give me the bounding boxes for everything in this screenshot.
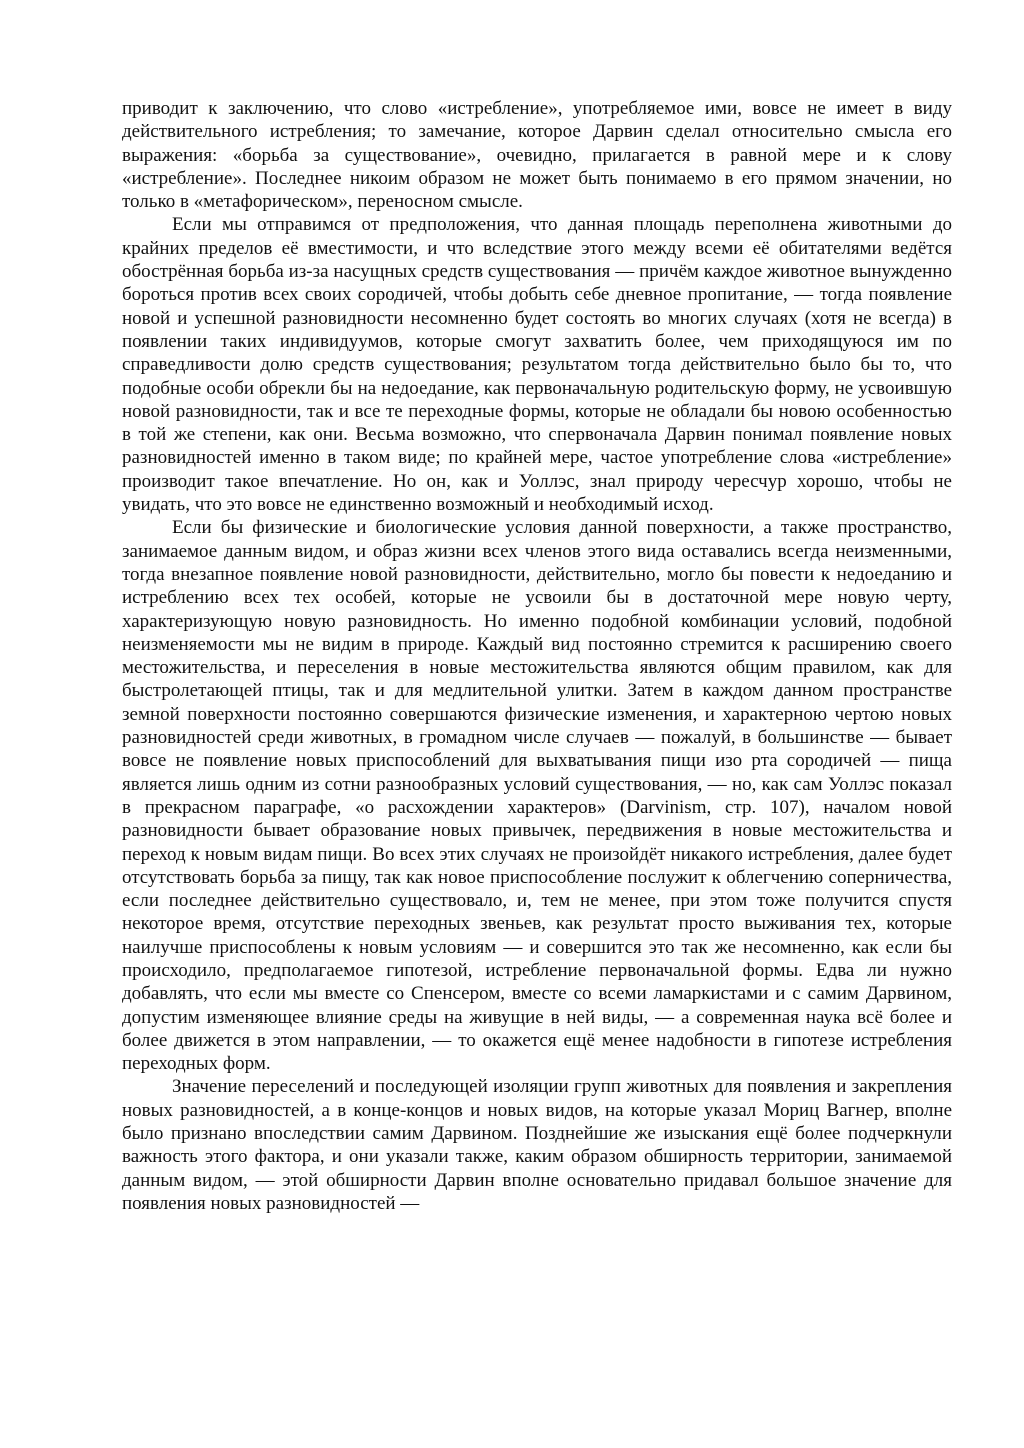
document-page <box>122 97 952 1215</box>
paragraph-4: Значение переселений и последующей изоляции групп животных для появления и закрепления новых разновидностей, а в конце-концов и новых видов, на которые указал Мориц Вагнер, вполне было признано впоследствии самим Дарвином. Позднейшие же изыскания ещё более подчеркнули важность этого фактора, и они указали также, каким образом обширность территории, занимаемой данным видом, — этой обширности Дарвин вполне основательно придавал большое значение для появления новых разновидностей — <box>122 1076 952 1214</box>
paragraph-3: Если бы физические и биологические условия данной поверхности, а также пространство, занимаемое данным видом, и образ жизни всех членов этого вида оставались всегда неизменными, тогда внезапное появление новой разновидности, действительно, могло бы повести к недоеданию и истреблению всех тех особей, которые не усвоили бы в достаточной мере новую черту, характеризующую новую разновидность. Но именно подобной комбинации условий, подобной неизменяемости мы не видим в природе. Каждый вид постоянно стремится к расширению своего местожительства, и переселения в новые местожительства являются общим правилом, как для быстролетающей птицы, так и для медлительной улитки. Затем в каждом данном пространстве земной поверхности постоянно совершаются физические изменения, и характерною чертою новых разновидностей среди животных, в громадном числе случаев — пожалуй, в большинстве — бывает вовсе не появление новых приспособлений для выхватывания пищи изо рта сородичей — пища является лишь одним из сотни разнообразных условий существования, — но, как сам Уоллэс показал в прекрасном параграфе, «о расхождении характеров» (Darvinism, стр. 107), началом новой разновидности бывает образование новых привычек, передвижения в новые местожительства и переход к новым видам пищи. Во всех этих случаях не произойдёт никакого истребления, далее будет отсутствовать борьба за пищу, так как новое приспособление послужит к облегчению соперничества, если последнее действительно существовало, и, тем не менее, при этом тоже получится спустя некоторое время, отсутствие переходных звеньев, как результат просто выживания тех, которые наилучше приспособлены к новым условиям — и совершится это так же несомненно, как если бы происходило, предполагаемое гипотезой, истребление первоначальной формы. Едва ли нужно добавлять, что если мы вместе со Спенсером, вместе со всеми ламаркистами и с самим Дарвином, допустим изменяющее влияние среды на живущие в ней виды, — а современная наука всё более и более движется в этом направлении, — то окажется ещё менее надобности в гипотезе истребления переходных форм. <box>122 517 952 1075</box>
paragraph-2: Если мы отправимся от предположения, что данная площадь переполнена животными до крайних пределов её вместимости, и что вследствие этого между всеми её обитателями ведётся обострённая борьба из-за насущных средств существования — причём каждое животное вынужденно бороться против всех своих сородичей, чтобы добыть себе дневное пропитание, — тогда появление новой и успешной разновидности несомненно будет состоять во многих случаях (хотя не всегда) в появлении таких индивидуумов, которые смогут захватить более, чем приходящуюся им по справедливости долю средств существования; результатом тогда действительно было бы то, что подобные особи обрекли бы на недоедание, как первоначальную родительскую форму, не усвоившую новой разновидности, так и все те переходные формы, которые не обладали бы новою особенностью в той же степени, как они. Весьма возможно, что спервоначала Дарвин понимал появление новых разновидностей именно в таком виде; по крайней мере, частое употребление слова «истребление» производит такое впечатление. Но он, как и Уоллэс, знал природу чересчур хорошо, чтобы не увидать, что это вовсе не единственно возможный и необходимый исход. <box>122 214 952 516</box>
paragraph-1: приводит к заключению, что слово «истребление», употребляемое ими, вовсе не имеет в виду действительного истребления; то замечание, которое Дарвин сделал относительно смысла его выражения: «борьба за существование», очевидно, прилагается в равной мере и к слову «истребление». Последнее никоим образом не может быть понимаемо в его прямом значении, но только в «метафорическом», переносном смысле. <box>122 98 952 213</box>
